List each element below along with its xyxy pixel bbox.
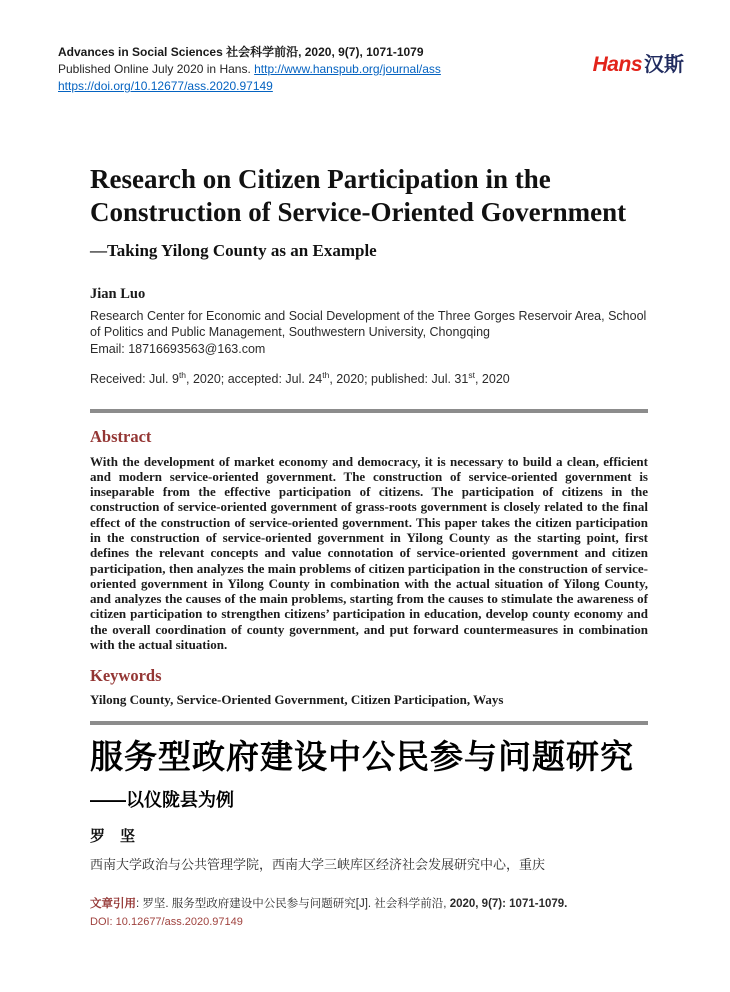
author-affiliation: Research Center for Economic and Social Development of the Three Gorges Reservoir Area, School of Politics and Public Management, Southwestern University, Chongqing [90,309,647,339]
journal-issue-line: Advances in Social Sciences 社会科学前沿, 2020, 9(7), 1071-1079 [58,45,424,59]
citation-doi: DOI: 10.12677/ass.2020.97149 [90,916,243,929]
citation-issue-pages: 2020, 9(7): 1071-1079. [449,898,568,911]
section-divider-top [90,409,648,413]
chinese-title: 服务型政府建设中公民参与问题研究 [90,738,634,776]
received-date: Received: Jul. 9 [90,371,179,386]
journal-masthead [58,44,528,95]
accepted-ordinal: th [322,369,330,380]
received-ordinal: th [178,369,187,380]
doi-link-line [58,78,528,95]
citation-line [90,897,648,912]
published-online-prefix: Published Online July 2020 in Hans. [58,62,255,76]
hans-publisher-logo [593,48,684,77]
article-dates [90,371,648,387]
article-subtitle: —Taking Yilong County as an Example [90,241,377,260]
section-divider-bottom [90,721,648,725]
chinese-subtitle: ——以仪陇县为例 [90,790,234,811]
abstract-text: With the development of market economy and democracy, it is necessary to build a clean, efficient and modern service-oriented government. The construction of service-oriented government is inseparable from the effective participation of citizens. The participation of citizens in the construction of service-oriented government of grass-roots government is closely related to the final effect of the construction of service-oriented government. This paper takes the citizen participation in the construction of service-oriented government in Yilong County as the starting point, first defines the relevant concepts and value connotation of service-oriented government and citizen participation, then analyzes the main problems of citizen participation in the construction of service-oriented government in Yilong County in combination with the actual situation of Yilong County, and analyzes the causes of the main problems, starting from the causes to stimulate the awareness of citizen participation to strengthen citizens’ participation in education, develop county economy and the overall coordination of county government, and put forward countermeasures in combination with the actual situation. [90,453,648,653]
chinese-author-name: 罗 坚 [90,828,136,846]
published-online-line [58,61,528,78]
published-ordinal: st [468,369,475,380]
hans-logo-cjk: 汉斯 [644,54,684,76]
keywords-text: Yilong County, Service-Oriented Government, Citizen Participation, Ways [90,692,504,708]
accepted-date: , 2020; accepted: Jul. 24 [186,371,323,386]
article-content [90,163,648,929]
citation-text: : 罗坚. 服务型政府建设中公民参与问题研究[J]. 社会科学前沿, [136,898,450,911]
citation-label: 文章引用 [90,898,136,911]
dates-tail: , 2020 [474,371,510,386]
journal-url-link[interactable]: http://www.hanspub.org/journal/ass [254,62,441,76]
chinese-affiliation: 西南大学政治与公共管理学院，西南大学三峡库区经济社会发展研究中心，重庆 [90,857,546,873]
published-date: , 2020; published: Jul. 31 [329,371,469,386]
article-title: Research on Citizen Participation in the Construction of Service-Oriented Government [90,164,627,227]
doi-url-link[interactable]: https://doi.org/10.12677/ass.2020.97149 [58,79,273,93]
abstract-heading: Abstract [90,426,152,446]
author-name: Jian Luo [90,286,146,302]
keywords-heading: Keywords [90,666,162,686]
author-email: Email: 18716693563@163.com [90,342,266,356]
hans-logo-latin: Hans [592,53,642,76]
